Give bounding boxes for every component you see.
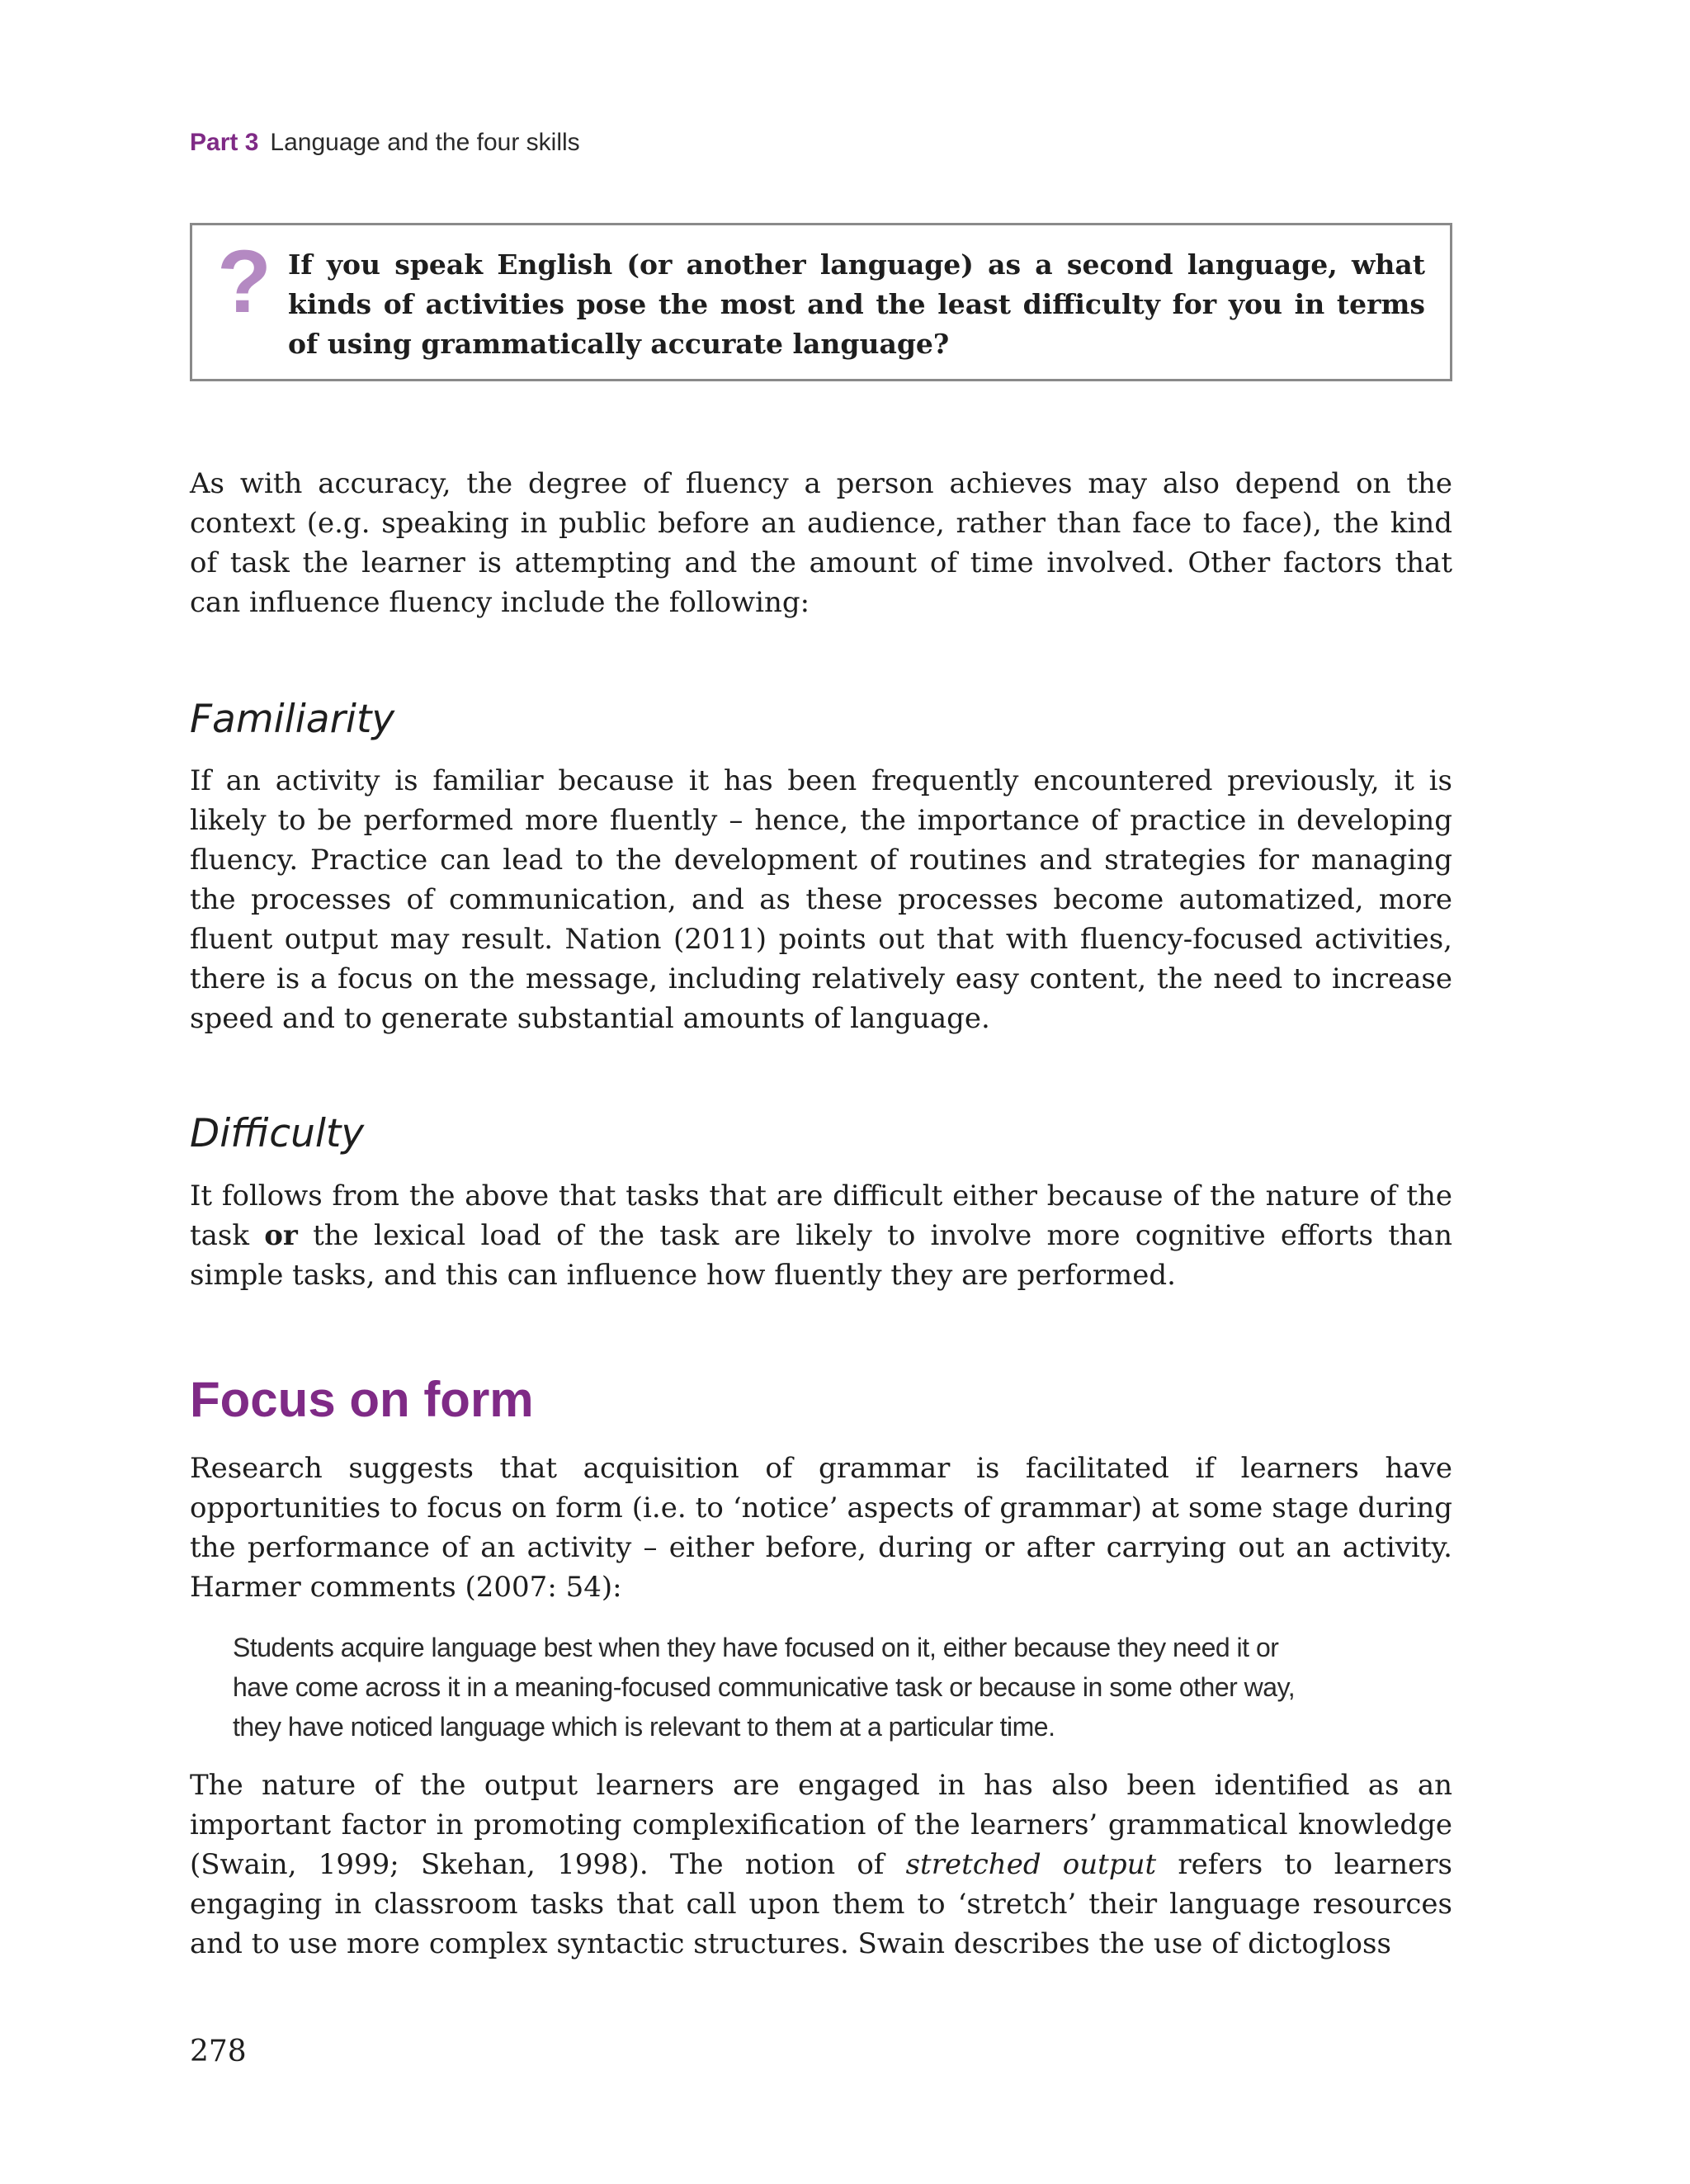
difficulty-text-bold: or [264,1219,298,1252]
quote-line: they have noticed language which is relevant to them at a particular time. [233,1712,1055,1742]
familiarity-paragraph: If an activity is familiar because it has been frequently encountered previously, it is likely to be performed more fluently – hence, the importance of practice in developing fluency. Practice can lead to the development of routines and strategies for managing the processes of communication, and as these processes become automatized, more fluent output may result. Nation (2011) points out that with fluency-focused activities, there is a focus on the message, including relatively easy content, the need to increase speed and to generate substantial amounts of language. [190,764,1452,1035]
quote-line: have come across it in a meaning-focused communicative task or because in some other way, [233,1672,1296,1702]
output-text-part2: refers to learners engaging in classroom tasks that call upon them to ‘stretch’ their language resources and to use more complex syntactic structures. Swain describes the use of dictogloss [190,1848,1453,1960]
difficulty-text-part1: It follows from the above that tasks that are difficult either because of the nature of the task [190,1179,1452,1252]
page-number: 278 [190,2035,247,2068]
running-head-title: Language and the four skills [270,129,580,156]
focus-on-form-paragraph: Research suggests that acquisition of grammar is facilitated if learners have opportunities to focus on form (i.e. to ‘notice’ aspects of grammar) at some stage during the performance of an activity – either before, during or after carrying out an activity. Harmer comments (2007: 54): [190,1452,1452,1604]
stretched-output-term: stretched output [905,1848,1157,1881]
difficulty-paragraph [190,1176,1452,1295]
harmer-block-quote [233,1628,1421,1747]
intro-paragraph: As with accuracy, the degree of fluency a person achieves may also depend on the context (e.g. speaking in public before an audience, rather than face to face), the kind of task the learner is attempting and the amount of time involved. Other factors that can influence fluency include the following: [190,467,1452,619]
reflection-question-text: If you speak English (or another language) as a second language, what kinds of activities pose the most and the least difficulty for you in terms of using grammatically accurate language? [288,248,1425,360]
book-page [190,0,1452,2184]
output-paragraph [190,1766,1452,1964]
question-mark-icon: ? [217,231,271,331]
running-head [190,129,580,157]
difficulty-heading: Difficulty [190,1111,365,1156]
reflection-question-box [190,223,1452,381]
familiarity-heading: Familiarity [190,697,395,742]
output-text-part1: The nature of the output learners are engaged in has also been identified as an important factor in promoting complexification of the learners’ grammatical knowledge (Swain, 1999; Skehan, 1998). The notion of [190,1769,1452,1881]
quote-line: Students acquire language best when they have focused on it, either because they need it or [233,1633,1279,1662]
running-head-part: Part 3 [190,129,259,156]
focus-on-form-heading: Focus on form [190,1372,534,1427]
difficulty-text-part2: the lexical load of the task are likely to involve more cognitive efforts than simple tasks, and this can influence how fluently they are performed. [190,1219,1453,1292]
